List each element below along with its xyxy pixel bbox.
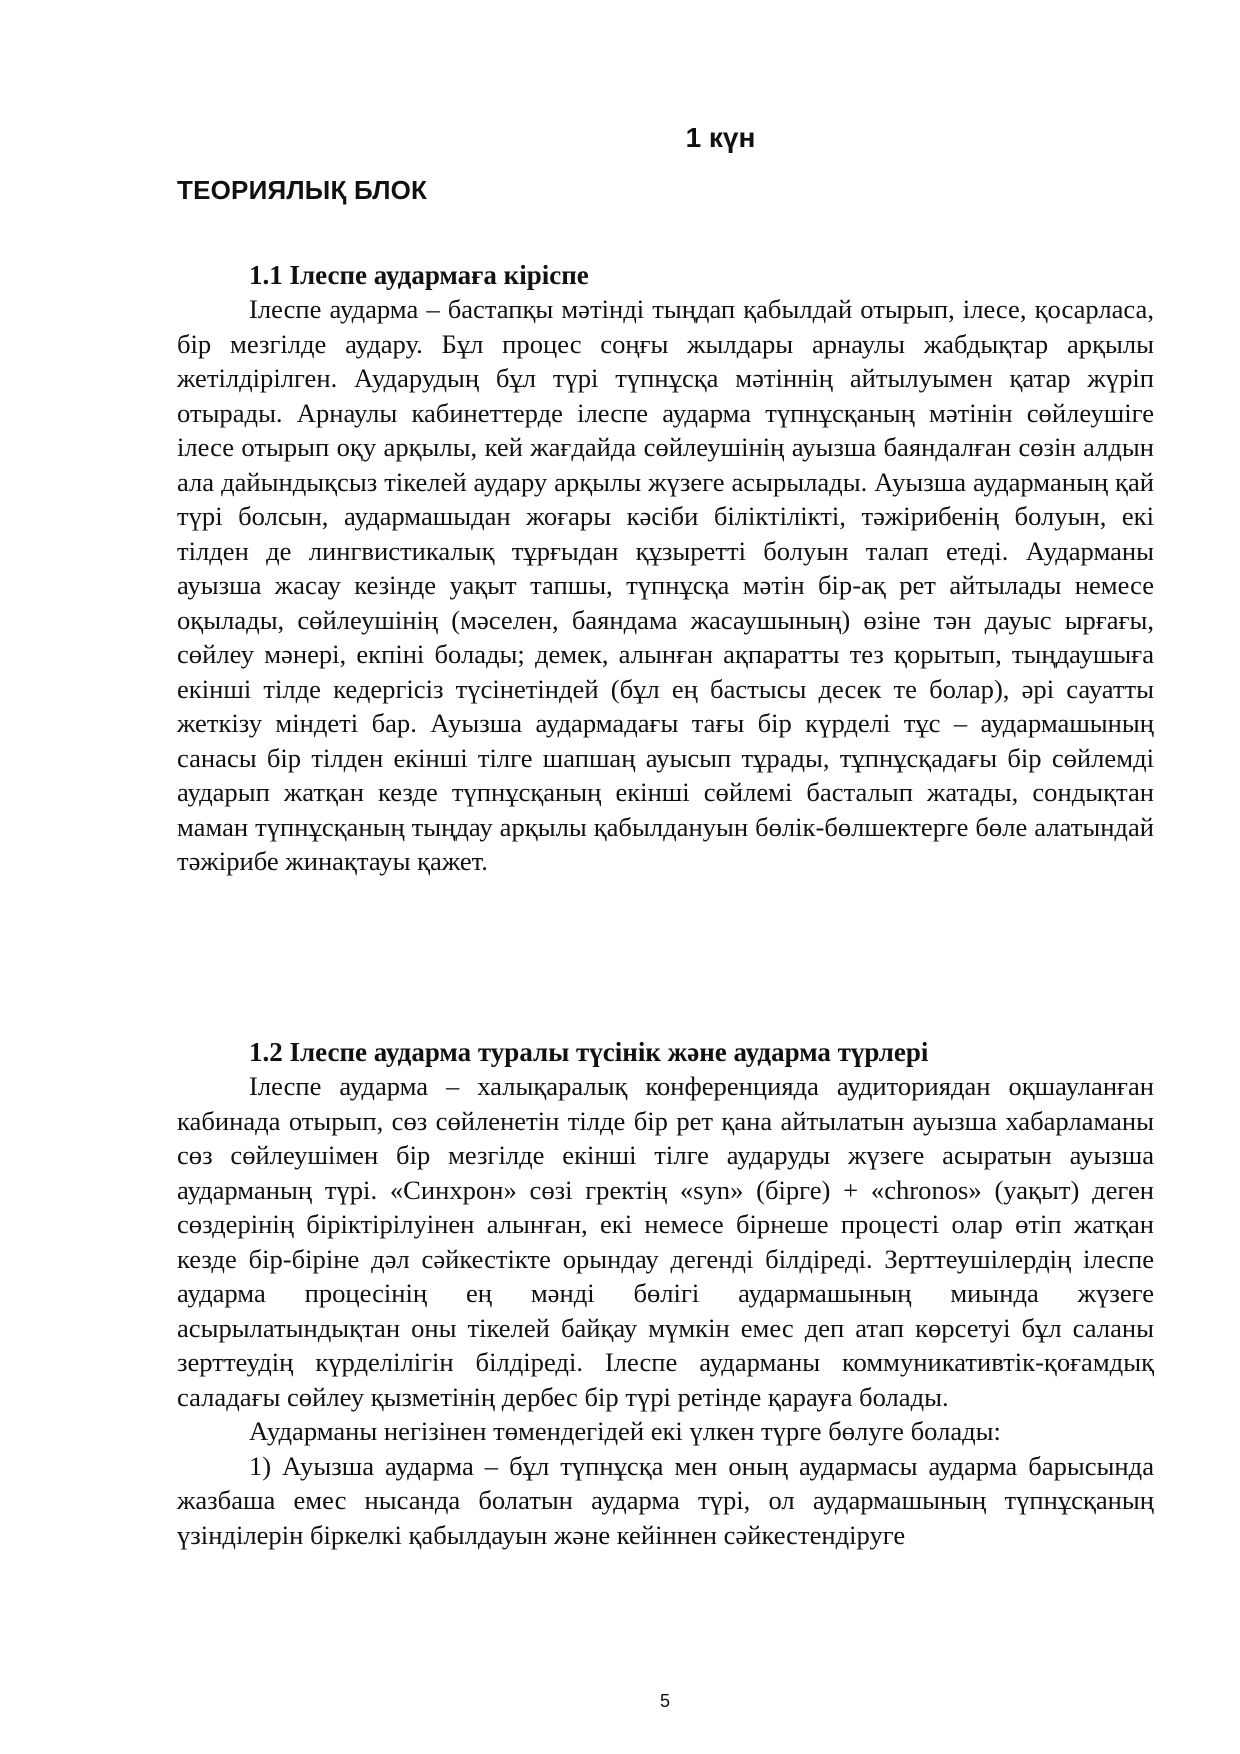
page-number: 5 bbox=[659, 1691, 670, 1711]
paragraph: Ілеспе аударма – халықаралық конференцияда аудиториядан оқшауланған кабинада отырып, сөз сөйленетін тілде бір рет қана айтылатын ауызша хабарламаны сөз сөйлеушімен бір мезгілде екінші тілге аударуды жүзеге асыратын ауызша аударманың түрі. «Синхрон» сөзі гректің «syn» (бірге) + «chronos» (уақыт) деген сөздерінің біріктірілуінен алынған, екі немесе бірнеше процесті олар өтіп жатқан кезде бір-біріне дәл сәйкестікте орындау дегенді білдіреді. Зерттеушілердің ілеспе аударма процесінің ең мәнді бөлігі аудармашының миында жүзеге асырылатындықтан оны тікелей байқау мүмкін емес деп атап көрсетуі бұл саланы зерттеудің күрделілігін білдіреді. Ілеспе аударманы коммуникативтік-қоғамдық саладағы сөйлеу қызметінің дербес бір түрі ретінде қарауға болады. bbox=[177, 1071, 1154, 1412]
block-title: ТЕОРИЯЛЫҚ БЛОК bbox=[177, 175, 428, 205]
paragraph: Аударманы негізінен төмендегідей екі үлкен түрге бөлуге болады: bbox=[249, 1416, 1001, 1446]
section-heading: 1.1 Ілеспе аудармаға кіріспе bbox=[249, 260, 589, 290]
paragraph: 1) Ауызша аударма – бұл түпнұсқа мен оның аудармасы аударма барысында жазбаша емес нысанда болатын аударма түрі, ол аудармашының түпнұсқаның үзінділерін біркелкі қабылдауын және кейіннен сәйкестендіруге bbox=[177, 1450, 1154, 1550]
section-concept bbox=[177, 1035, 1154, 1552]
section-intro bbox=[177, 258, 1154, 879]
section-heading: 1.2 Ілеспе аударма туралы түсінік және аударма түрлері bbox=[249, 1037, 929, 1067]
day-title: 1 күн bbox=[685, 122, 756, 153]
paragraph: Ілеспе аударма – бастапқы мәтінді тыңдап қабылдай отырып, ілесе, қосарласа, бір мезгілде аудару. Бұл процес соңғы жылдары арнаулы жабдықтар арқылы жетілдірілген. Аударудың бұл түрі түпнұсқа мәтіннің айтылуымен қатар жүріп отырады. Арнаулы кабинеттерде ілеспе аударма түпнұсқаның мәтінін сөйлеушіге ілесе отырып оқу арқылы, кей жағдайда сөйлеушінің ауызша баяндалған сөзін алдын ала дайындықсыз тікелей аудару арқылы жүзеге асырылады. Ауызша аударманың қай түрі болсын, аудармашыдан жоғары кәсіби біліктілікті, тәжірибенің болуын, екі тілден де лингвистикалық тұрғыдан құзыретті болуын талап етеді. Аударманы ауызша жасау кезінде уақыт тапшы, түпнұсқа мәтін бір-ақ рет айтылады немесе оқылады, сөйлеушінің (мәселен, баяндама жасаушының) өзіне тән дауыс ырғағы, сөйлеу мәнері, екпіні болады; демек, алынған ақпаратты тез қорытып, тыңдаушыға екінші тілде кедергісіз түсінетіндей (бұл ең бастысы десек те болар), әрі сауатты жеткізу міндеті бар. Ауызша аудармадағы тағы бір күрделі тұс – аудармашының санасы бір тілден екінші тілге шапшаң ауысып тұрады, тұпнұсқадағы бір сөйлемді аударып жатқан кезде түпнұсқаның екінші сөйлемі басталып жатады, сондықтан маман түпнұсқаның тыңдау арқылы қабылдануын бөлік-бөлшектерге бөле алатындай тәжірибе жинақтауы қажет. bbox=[177, 294, 1154, 876]
